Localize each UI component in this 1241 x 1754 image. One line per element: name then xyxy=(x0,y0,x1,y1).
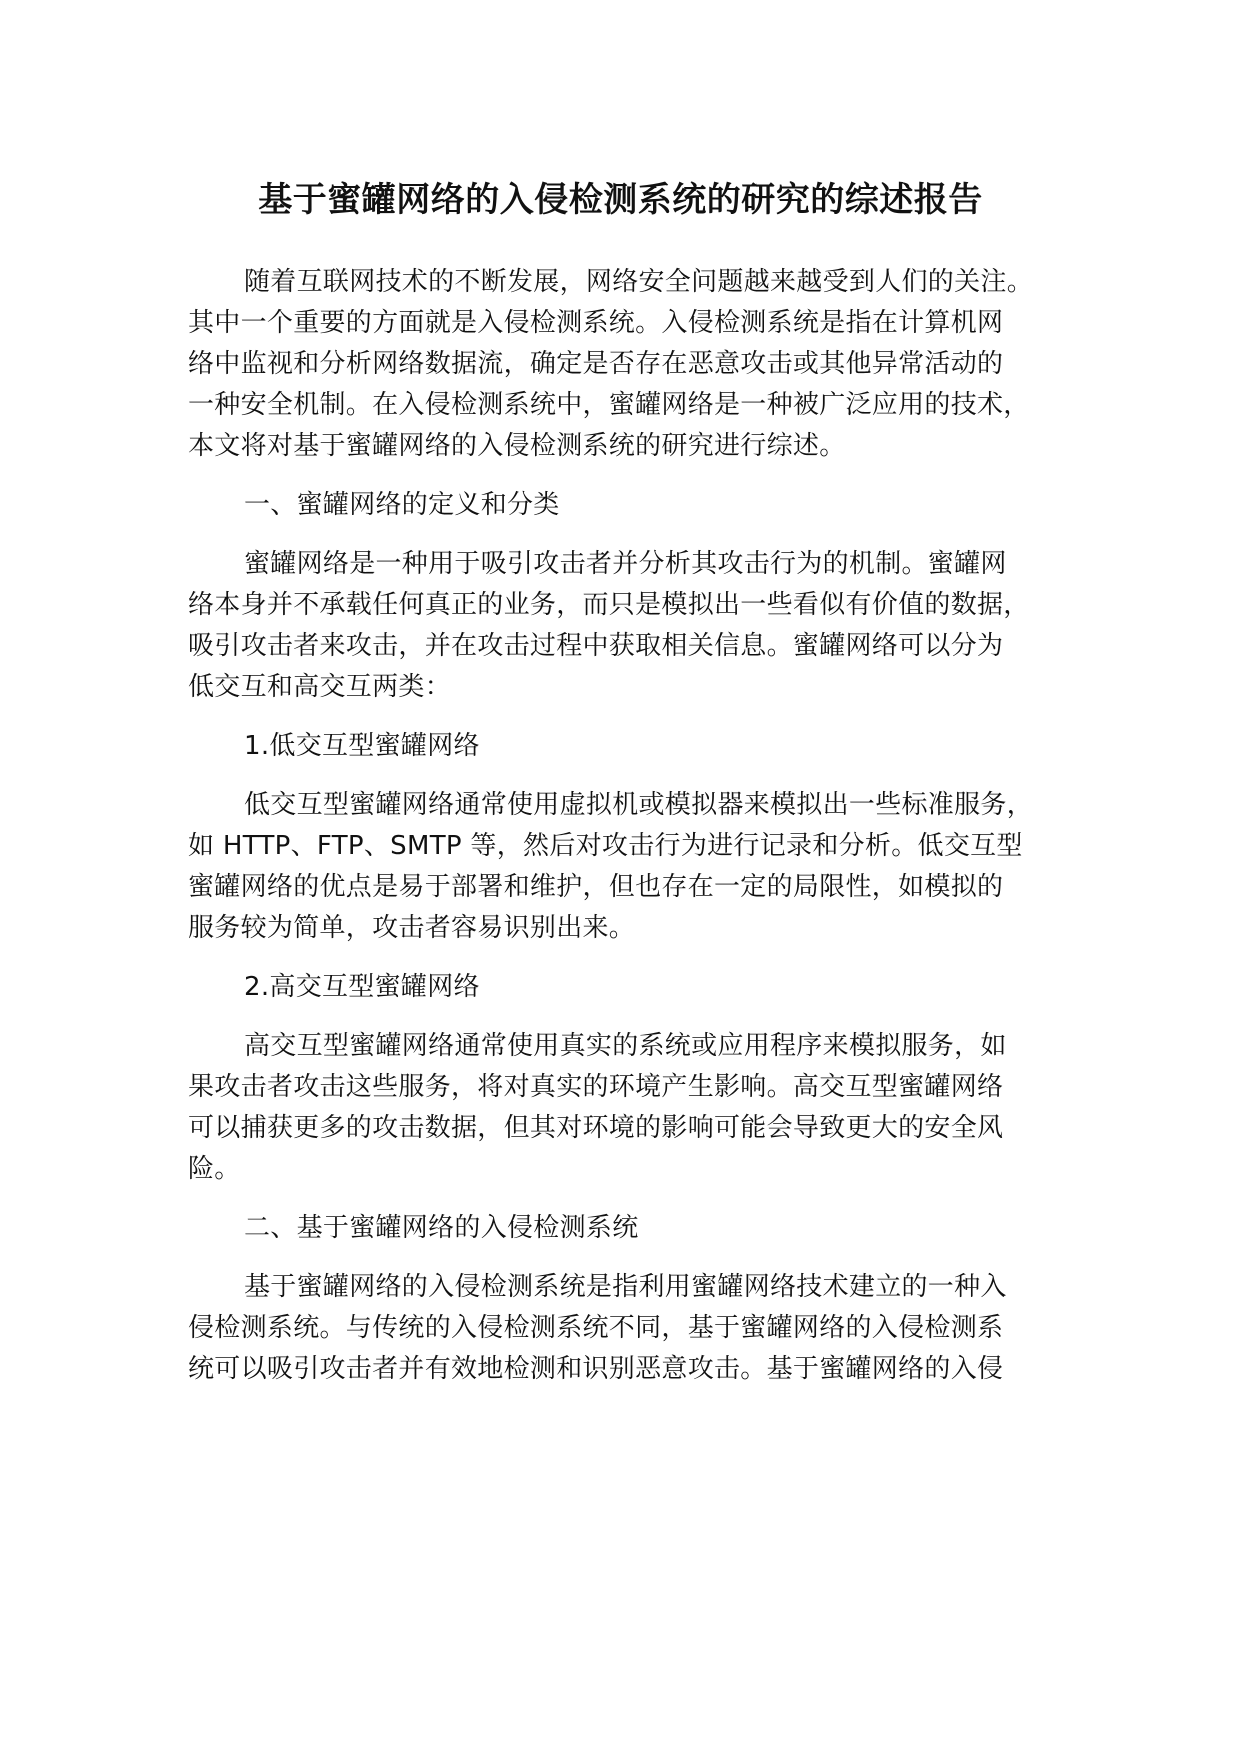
text-line: 络中监视和分析网络数据流，确定是否存在恶意攻击或其他异常活动的 xyxy=(188,349,1004,379)
subsection-heading: 1.低交互型蜜罐网络 xyxy=(244,731,480,761)
text-line: 本文将对基于蜜罐网络的入侵检测系统的研究进行综述。 xyxy=(188,431,846,461)
text-line: 服务较为简单，攻击者容易识别出来。 xyxy=(188,913,636,943)
text-line: 随着互联网技术的不断发展，网络安全问题越来越受到人们的关注。 xyxy=(244,267,1034,297)
text-line: 险。 xyxy=(188,1154,241,1184)
text-line: 如 HTTP、FTP、SMTP 等，然后对攻击行为进行记录和分析。低交互型 xyxy=(188,831,1023,861)
text-line: 低交互和高交互两类： xyxy=(188,672,452,702)
text-line: 果攻击者攻击这些服务，将对真实的环境产生影响。高交互型蜜罐网络 xyxy=(188,1072,1004,1102)
text-line: 低交互型蜜罐网络通常使用虚拟机或模拟器来模拟出一些标准服务， xyxy=(244,790,1034,820)
text-line: 其中一个重要的方面就是入侵检测系统。入侵检测系统是指在计算机网 xyxy=(188,308,1004,338)
text-line: 可以捕获更多的攻击数据，但其对环境的影响可能会导致更大的安全风 xyxy=(188,1113,1004,1143)
text-line: 蜜罐网络的优点是易于部署和维护，但也存在一定的局限性，如模拟的 xyxy=(188,872,1004,902)
subsection-heading: 2.高交互型蜜罐网络 xyxy=(244,972,480,1002)
text-line: 侵检测系统。与传统的入侵检测系统不同，基于蜜罐网络的入侵检测系 xyxy=(188,1313,1004,1343)
document-title: 基于蜜罐网络的入侵检测系统的研究的综述报告 xyxy=(258,180,983,220)
text-line: 络本身并不承载任何真正的业务，而只是模拟出一些看似有价值的数据， xyxy=(188,590,1030,620)
text-line: 蜜罐网络是一种用于吸引攻击者并分析其攻击行为的机制。蜜罐网 xyxy=(244,549,1007,579)
text-line: 一种安全机制。在入侵检测系统中，蜜罐网络是一种被广泛应用的技术， xyxy=(188,390,1030,420)
section-heading: 二、基于蜜罐网络的入侵检测系统 xyxy=(244,1213,639,1243)
text-line: 基于蜜罐网络的入侵检测系统是指利用蜜罐网络技术建立的一种入 xyxy=(244,1272,1007,1302)
text-line: 吸引攻击者来攻击，并在攻击过程中获取相关信息。蜜罐网络可以分为 xyxy=(188,631,1004,661)
text-line: 高交互型蜜罐网络通常使用真实的系统或应用程序来模拟服务，如 xyxy=(244,1031,1007,1061)
text-line: 统可以吸引攻击者并有效地检测和识别恶意攻击。基于蜜罐网络的入侵 xyxy=(188,1354,1004,1384)
section-heading: 一、蜜罐网络的定义和分类 xyxy=(244,490,560,520)
